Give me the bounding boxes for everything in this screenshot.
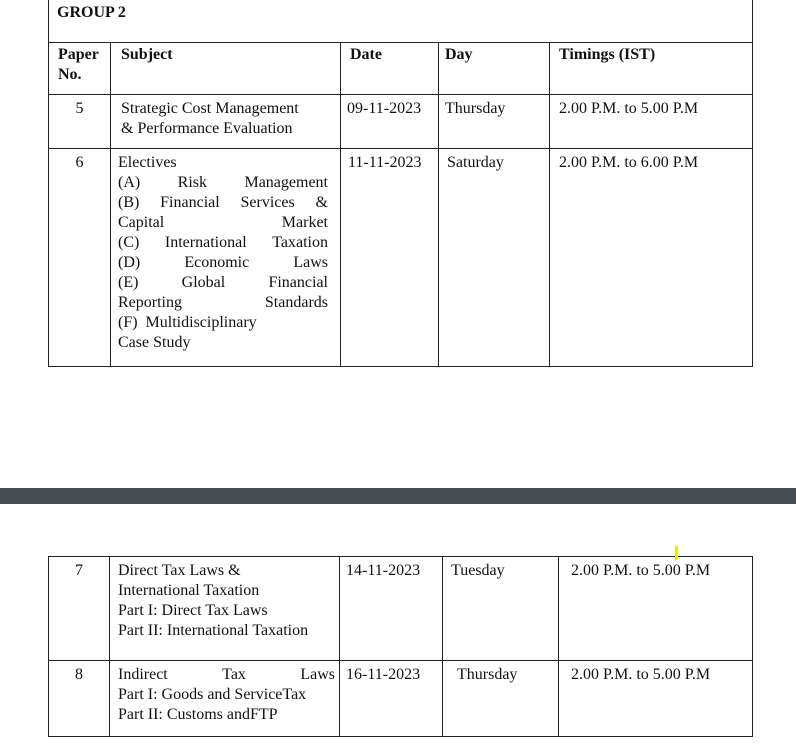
timings-header: Timings (IST) (550, 43, 753, 95)
paper-number: 7 (49, 557, 110, 661)
elective-b-cont: Capital Market (118, 214, 328, 231)
elective-f: (F) Multidisciplinary (118, 314, 257, 331)
subject-line: & Performance Evaluation (121, 120, 293, 137)
page-bottom (0, 504, 796, 747)
subject-line: Indirect Tax Laws (118, 666, 335, 683)
subject-cell (110, 661, 340, 737)
paper-header-line1: Paper (58, 46, 99, 63)
table-row (49, 149, 753, 367)
subject-cell (111, 95, 341, 149)
subject-line: Part II: International Taxation (118, 622, 309, 639)
date-cell: 14-11-2023 (340, 557, 443, 661)
day-cell: Thursday (439, 95, 550, 149)
day-header: Day (439, 43, 550, 95)
date-cell: 11-11-2023 (341, 149, 439, 367)
date-cell: 09-11-2023 (341, 95, 439, 149)
subject-line: Part I: Direct Tax Laws (118, 602, 268, 619)
subject-line: International Taxation (118, 582, 260, 599)
paper-number: 5 (49, 95, 111, 149)
date-header: Date (341, 43, 439, 95)
subject-cell (110, 557, 340, 661)
paper-no-header (49, 43, 111, 95)
subject-line: Part II: Customs andFTP (118, 706, 278, 723)
date-cell: 16-11-2023 (340, 661, 443, 737)
timing-cell: 2.00 P.M. to 5.00 P.M (559, 557, 753, 661)
subject-line: Strategic Cost Management (121, 100, 299, 117)
paper-number: 8 (49, 661, 110, 737)
elective-e: (E) Global Financial (118, 274, 328, 291)
group-header-row (49, 0, 753, 43)
elective-a: (A) Risk Management (118, 174, 328, 191)
elective-f-cont: Case Study (118, 334, 191, 351)
elective-e-cont: Reporting Standards (118, 294, 328, 311)
table-row (49, 95, 753, 149)
elective-b: (B) Financial Services & (118, 194, 328, 211)
subject-header: Subject (111, 43, 341, 95)
subject-line: Direct Tax Laws & (118, 562, 241, 579)
electives-title: Electives (118, 154, 177, 171)
group-title: GROUP 2 (49, 0, 753, 43)
elective-c: (C) International Taxation (118, 234, 328, 251)
timing-cell: 2.00 P.M. to 6.00 P.M (550, 149, 753, 367)
table-row (49, 661, 753, 737)
schedule-table-group-2 (48, 0, 753, 367)
schedule-table-continued (48, 556, 753, 737)
day-cell: Saturday (439, 149, 550, 367)
table-row (49, 557, 753, 661)
subject-line: Part I: Goods and ServiceTax (118, 686, 307, 703)
column-header-row (49, 43, 753, 95)
day-cell: Tuesday (443, 557, 559, 661)
day-cell: Thursday (443, 661, 559, 737)
elective-d: (D) Economic Laws (118, 254, 328, 271)
paper-header-line2: No. (58, 66, 82, 83)
timing-cell: 2.00 P.M. to 5.00 P.M (550, 95, 753, 149)
timing-cell: 2.00 P.M. to 5.00 P.M (559, 661, 753, 737)
paper-number: 6 (49, 149, 111, 367)
text-cursor-marker (675, 546, 678, 560)
page-break (0, 488, 796, 504)
subject-cell (111, 149, 341, 367)
